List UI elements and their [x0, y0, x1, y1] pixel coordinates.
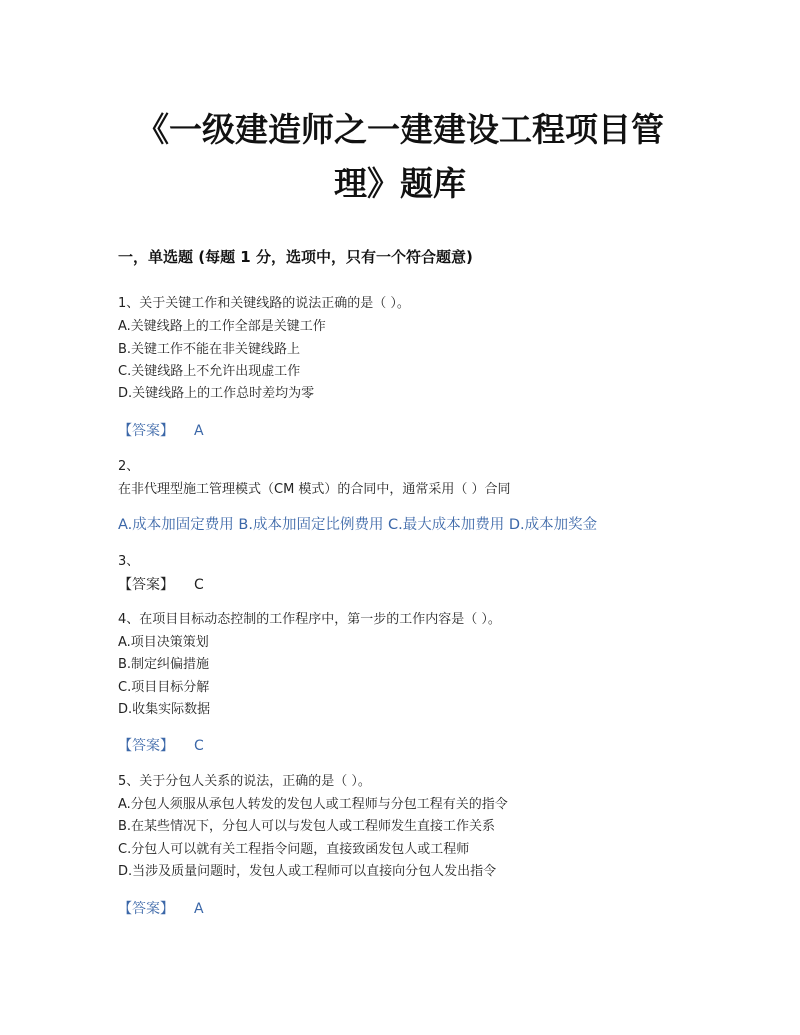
question-3-number: 3、	[118, 554, 140, 569]
question-2-stem: 在非代理型施工管理模式（CM 模式）的合同中，通常采用（ ）合同	[118, 482, 511, 497]
answer-label: 【答案】	[118, 423, 174, 439]
question-5-option-a: A.分包人须服从承包人转发的发包人或工程师与分包工程有关的指令	[118, 797, 508, 812]
answer-value: A	[194, 423, 204, 439]
document-title	[80, 103, 720, 211]
question-3-answer	[118, 575, 204, 595]
section-heading: 一，单选题 (每题 1 分，选项中，只有一个符合题意)	[118, 248, 473, 266]
question-1-option-a: A.关键线路上的工作全部是关键工作	[118, 319, 326, 334]
answer-value: C	[194, 577, 204, 593]
question-5-stem: 5、关于分包人关系的说法，正确的是（ ）。	[118, 774, 371, 789]
question-4-answer	[118, 736, 204, 756]
question-5-option-d: D.当涉及质量问题时，发包人或工程师可以直接向分包人发出指令	[118, 864, 497, 879]
question-1-option-c: C.关键线路上不允许出现虚工作	[118, 364, 301, 379]
question-4-option-b: B.制定纠偏措施	[118, 657, 210, 672]
question-5-option-c: C.分包人可以就有关工程指令问题，直接致函发包人或工程师	[118, 842, 470, 857]
question-4-option-d: D.收集实际数据	[118, 702, 211, 717]
answer-value: A	[194, 901, 204, 917]
question-5-option-b: B.在某些情况下，分包人可以与发包人或工程师发生直接工作关系	[118, 819, 496, 834]
answer-label: 【答案】	[118, 577, 174, 593]
question-2-options: A.成本加固定费用 B.成本加固定比例费用 C.最大成本加费用 D.成本加奖金	[118, 517, 598, 533]
question-5-answer	[118, 899, 204, 919]
question-1-option-d: D.关键线路上的工作总时差均为零	[118, 386, 315, 401]
question-4-stem: 4、在项目目标动态控制的工作程序中，第一步的工作内容是（ ）。	[118, 612, 501, 627]
answer-label: 【答案】	[118, 738, 174, 754]
answer-value: C	[194, 738, 204, 754]
question-1-stem: 1、关于关键工作和关键线路的说法正确的是（ ）。	[118, 296, 410, 311]
answer-label: 【答案】	[118, 901, 174, 917]
document-title-line-2: 理》题库	[334, 164, 466, 203]
question-1-option-b: B.关键工作不能在非关键线路上	[118, 342, 301, 357]
document-title-line-1: 《一级建造师之一建建设工程项目管	[136, 110, 664, 149]
question-1-answer	[118, 421, 204, 441]
question-4-option-c: C.项目目标分解	[118, 680, 210, 695]
question-2-number: 2、	[118, 459, 140, 474]
question-4-option-a: A.项目决策策划	[118, 635, 209, 650]
